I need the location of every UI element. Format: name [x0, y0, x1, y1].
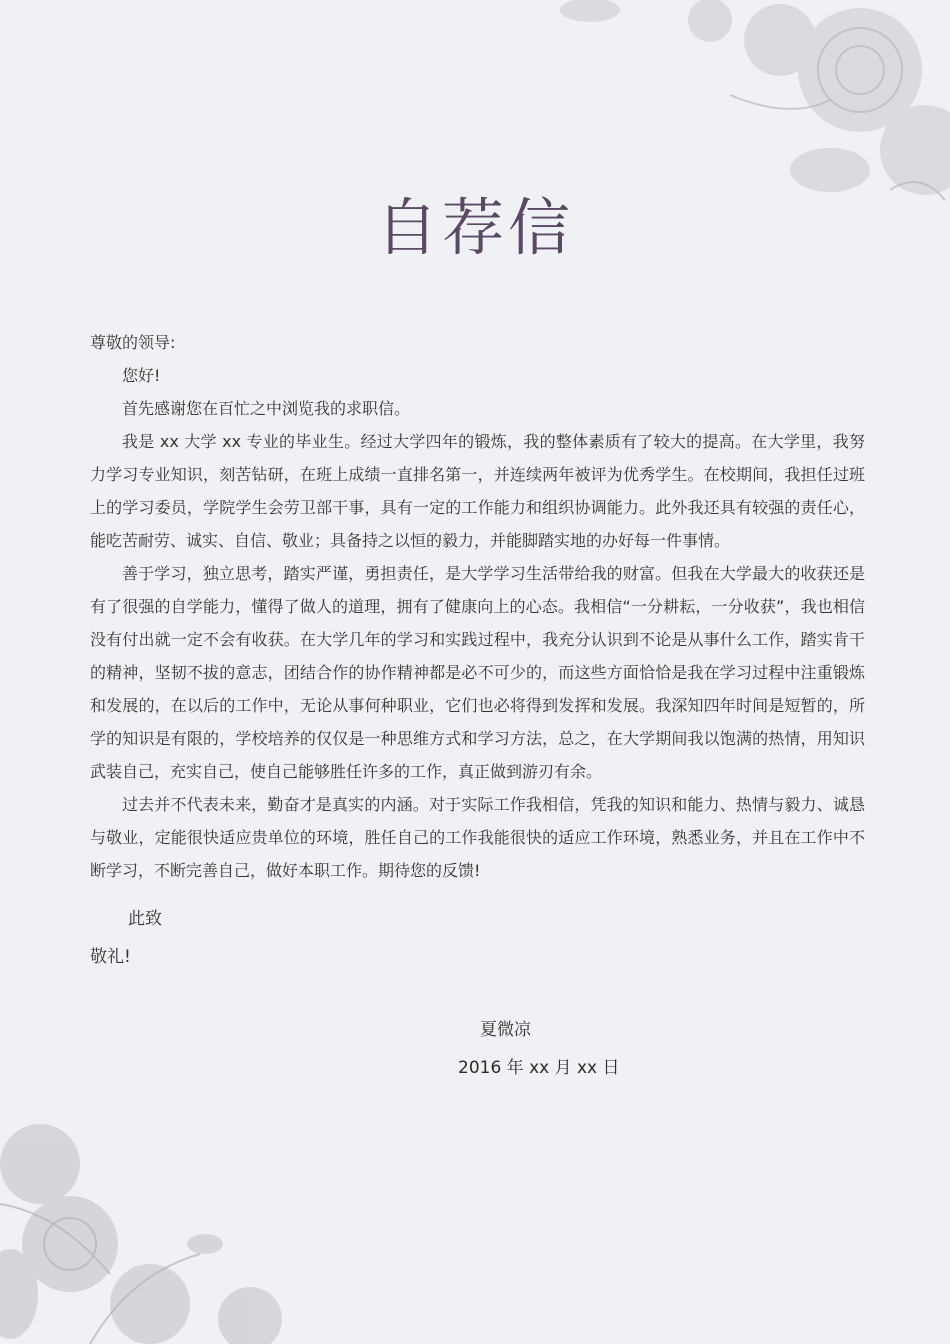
salutation: 尊敬的领导:	[90, 333, 176, 352]
body-paragraph: 我是 xx 大学 xx 专业的毕业生。经过大学四年的锻炼，我的整体素质有了较大的提高。在大学里，我努力学习专业知识，刻苦钻研，在班上成绩一直排名第一，并连续两年被评为优秀学生。在校期间，我担任过班上的学习委员，学院学生会劳卫部干事，具有一定的工作能力和组织协调能力。此外我还具有较强的责任心，能吃苦耐劳、诚实、自信、敬业；具备持之以恒的毅力，并能脚踏实地的办好每一件事情。	[90, 432, 865, 550]
intro-paragraph: 首先感谢您在百忙之中浏览我的求职信。	[122, 399, 411, 418]
signature-date: 2016 年 xx 月 xx 日	[458, 1058, 620, 1078]
floral-decoration-bottom	[0, 1094, 330, 1344]
page-title: 自荐信	[375, 191, 574, 264]
closing-line-2: 敬礼!	[90, 947, 131, 967]
body-paragraph: 过去并不代表未来，勤奋才是真实的内涵。对于实际工作我相信，凭我的知识和能力、热情与毅力、诚恳与敬业，定能很快适应贵单位的环境，胜任自己的工作我能很快的适应工作环境，熟悉业务，并且在工作中不断学习，不断完善自己，做好本职工作。期待您的反馈!	[90, 795, 865, 880]
letter-body	[90, 326, 865, 975]
body-paragraph: 善于学习，独立思考，踏实严谨，勇担责任，是大学学习生活带给我的财富。但我在大学最大的收获还是有了很强的自学能力，懂得了做人的道理，拥有了健康向上的心态。我相信“一分耕耘，一分收获”，我也相信没有付出就一定不会有收获。在大学几年的学习和实践过程中，我充分认识到不论是从事什么工作，踏实肯干的精神，坚韧不拔的意志，团结合作的协作精神都是必不可少的，而这些方面恰恰是我在学习过程中注重锻炼和发展的，在以后的工作中，无论从事何种职业，它们也必将得到发挥和发展。我深知四年时间是短暂的，所学的知识是有限的，学校培养的仅仅是一种思维方式和学习方法，总之，在大学期间我以饱满的热情，用知识武装自己，充实自己，使自己能够胜任许多的工作，真正做到游刃有余。	[90, 564, 865, 781]
signature-name: 夏微凉	[480, 1020, 531, 1040]
greeting-paragraph: 您好!	[122, 366, 161, 385]
closing-line-1: 此致	[128, 909, 162, 929]
